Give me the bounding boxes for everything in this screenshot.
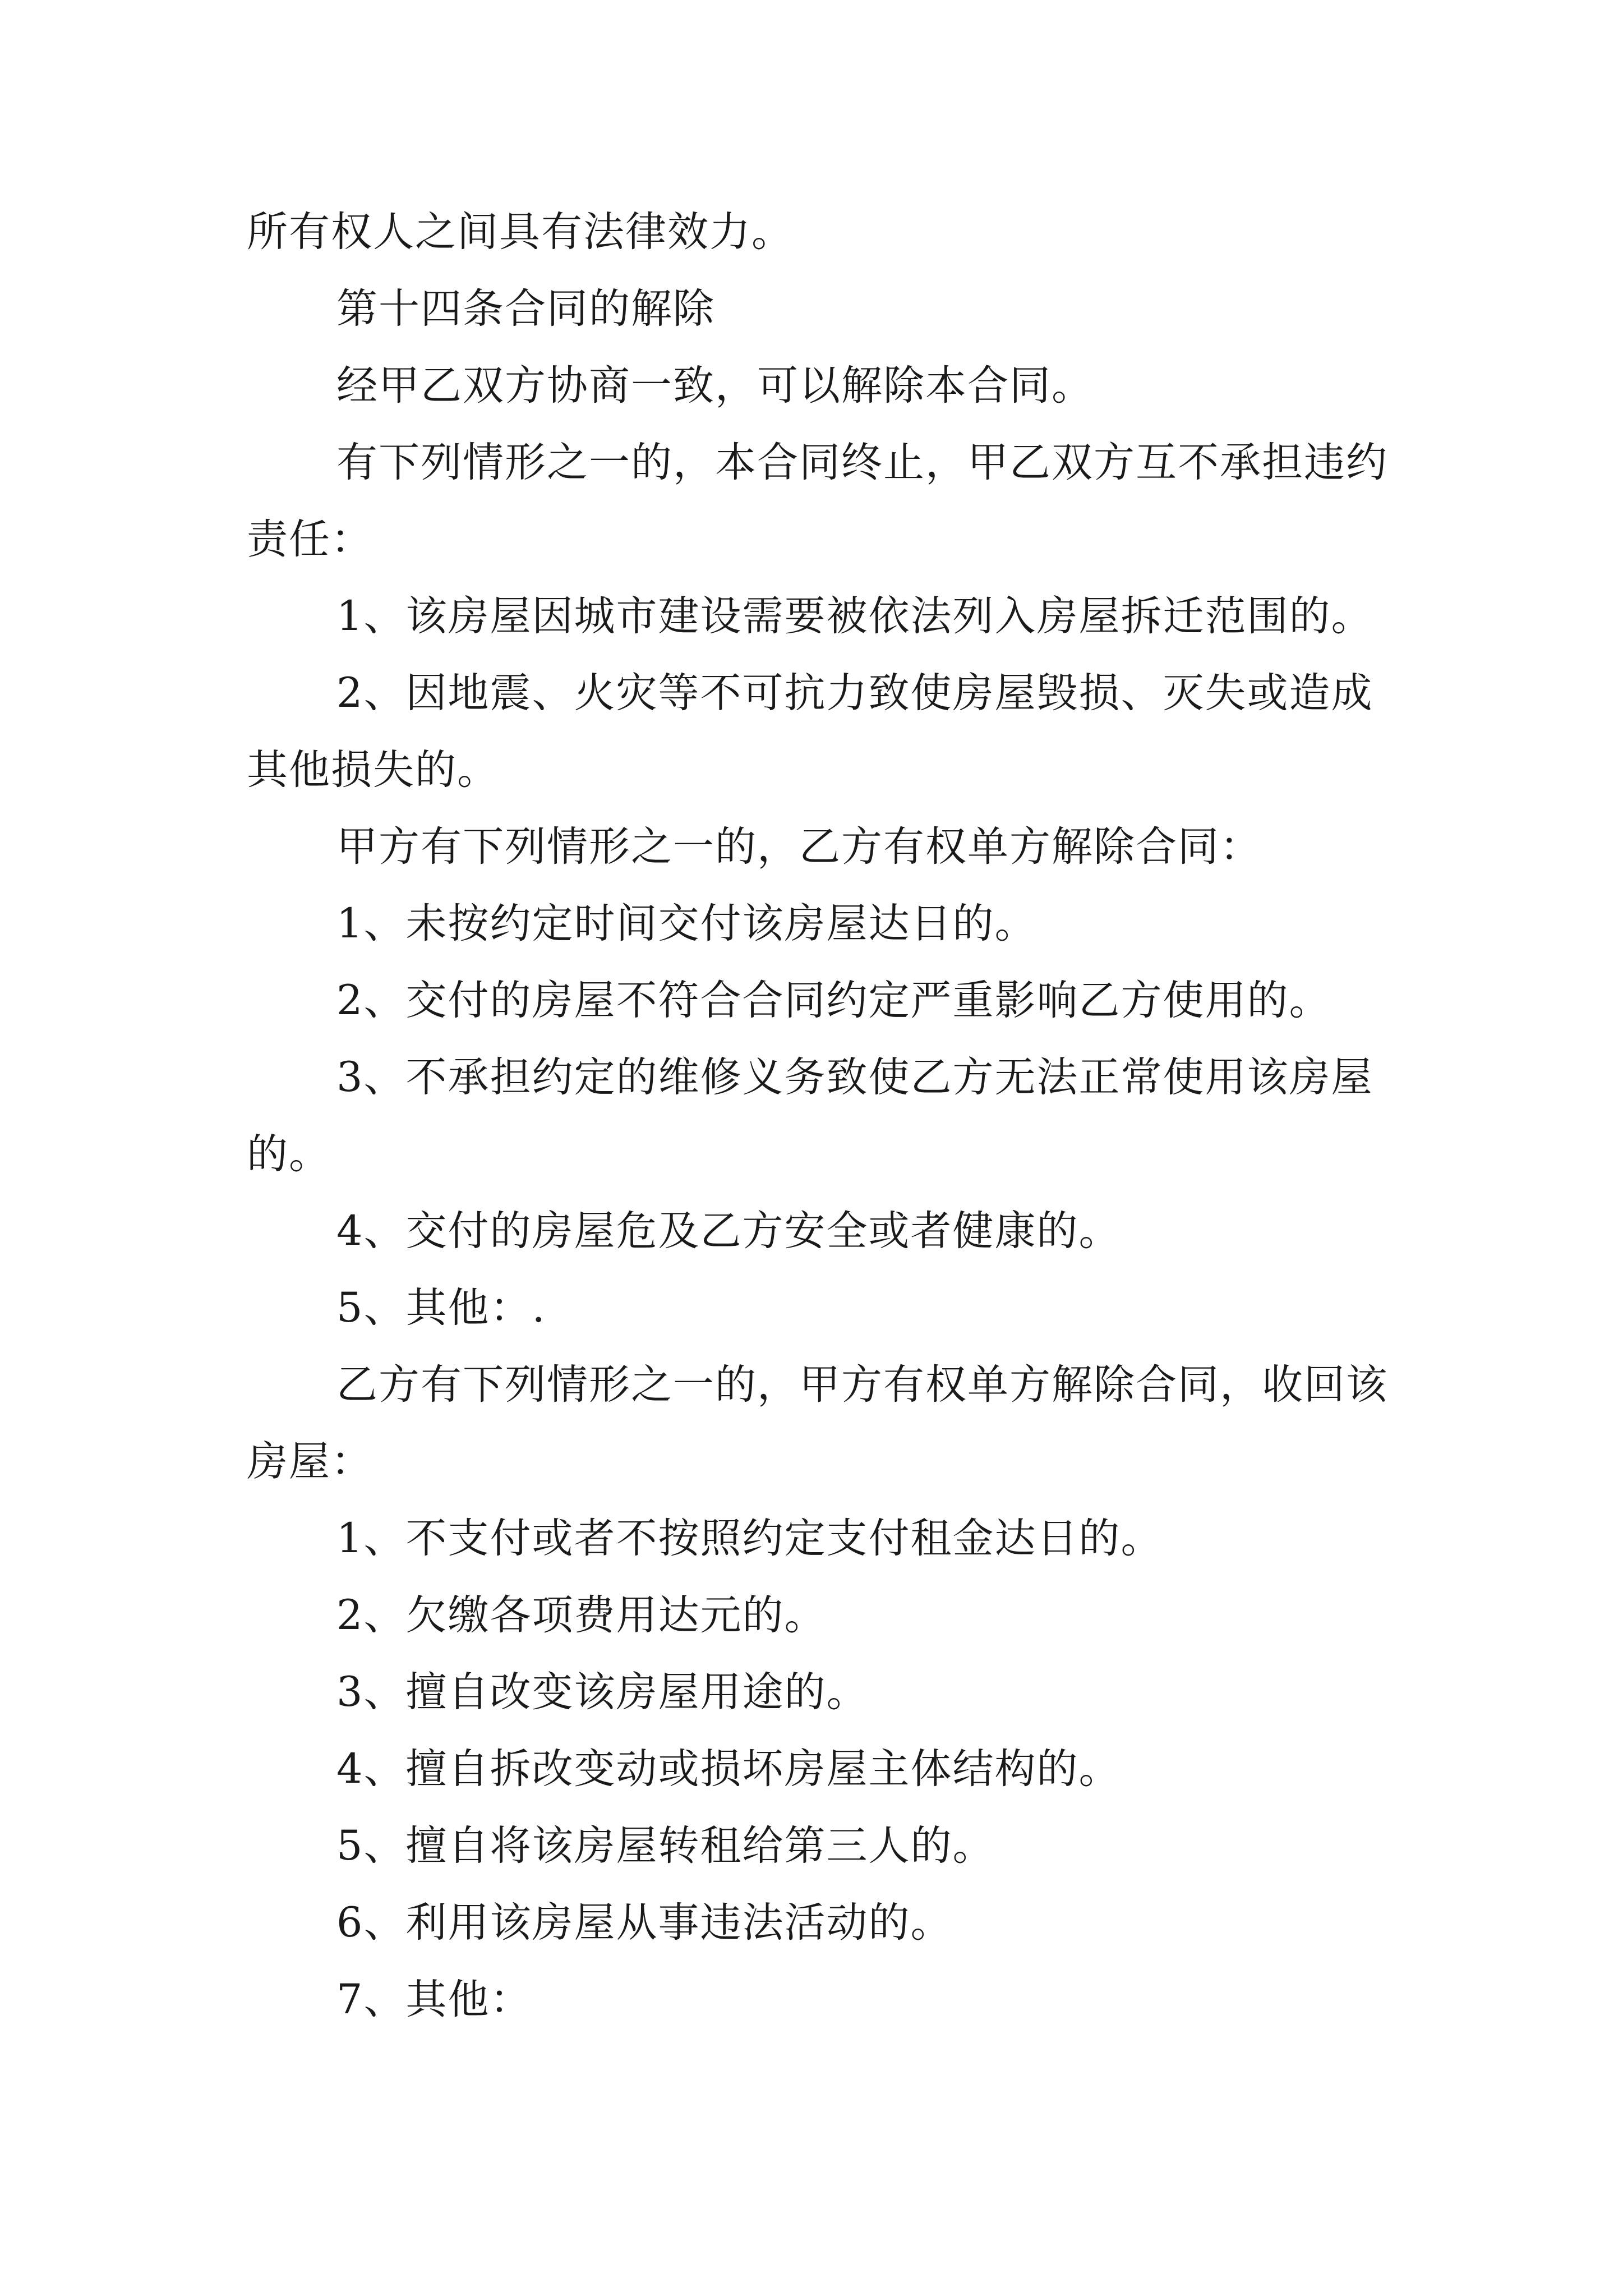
paragraph: 甲方有下列情形之一的，乙方有权单方解除合同：: [336, 823, 1262, 871]
list-item: 2、欠缴各项费用达元的。: [336, 1591, 827, 1639]
list-item: 3、擅自改变该房屋用途的。: [336, 1668, 869, 1716]
paragraph: 有下列情形之一的，本合同终止，甲乙双方互不承担违约责任：: [247, 439, 1388, 563]
contract-text: [247, 194, 1396, 2038]
list-item: 4、交付的房屋危及乙方安全或者健康的。: [336, 1207, 1121, 1255]
article-heading: 第十四条合同的解除: [336, 285, 715, 333]
list-item: 3、不承担约定的维修义务致使乙方无法正常使用该房屋的。: [247, 1053, 1373, 1178]
list-item: 5、擅自将该房屋转租给第三人的。: [336, 1822, 995, 1870]
paragraph-continuation: 所有权人之间具有法律效力。: [247, 208, 794, 256]
paragraph: 经甲乙双方协商一致，可以解除本合同。: [336, 362, 1094, 409]
list-item: 1、未按约定时间交付该房屋达日的。: [336, 900, 1037, 947]
list-item: 4、擅自拆改变动或损坏房屋主体结构的。: [336, 1745, 1121, 1793]
paragraph: 乙方有下列情形之一的，甲方有权单方解除合同，收回该房屋：: [247, 1361, 1388, 1485]
list-item: 7、其他：: [336, 1976, 532, 2023]
list-item: 5、其他：.: [336, 1284, 546, 1332]
list-item: 1、不支付或者不按照约定支付租金达日的。: [336, 1515, 1163, 1562]
list-item: 2、交付的房屋不符合合同约定严重影响乙方使用的。: [336, 977, 1331, 1024]
list-item: 2、因地震、火灾等不可抗力致使房屋毁损、灭失或造成其他损失的。: [247, 669, 1373, 794]
list-item: 6、利用该房屋从事违法活动的。: [336, 1899, 953, 1947]
list-item: 1、该房屋因城市建设需要被依法列入房屋拆迁范围的。: [336, 592, 1373, 640]
